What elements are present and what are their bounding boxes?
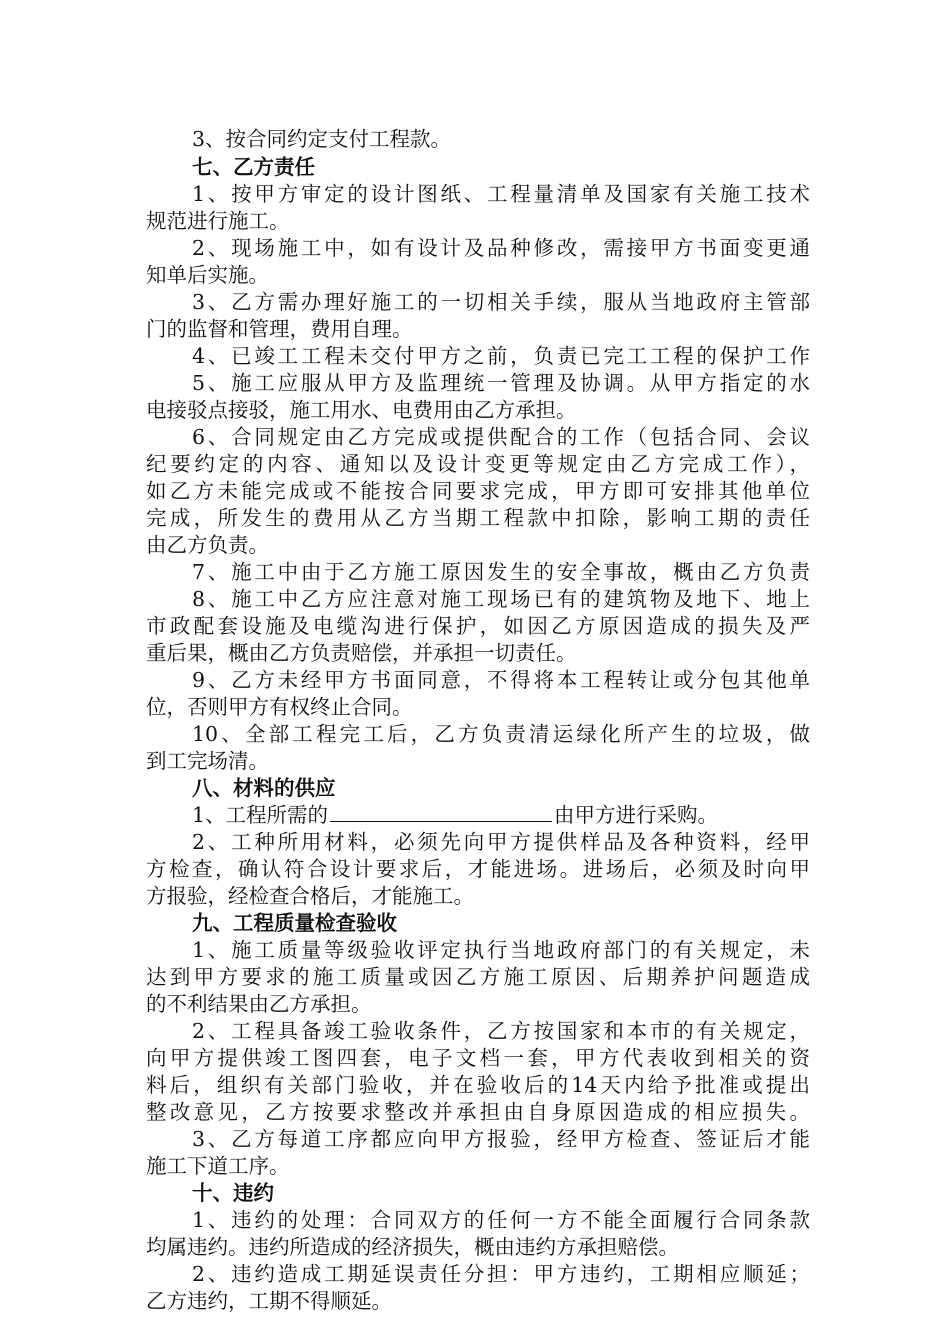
text-line: 2、现场施工中，如有设计及品种修改，需接甲方书面变更通 [192,236,810,260]
text-line: 门的监督和管理，费用自理。 [146,317,413,341]
text-line: 重后果，概由乙方负责赔偿，并承担一切责任。 [146,641,577,665]
text-line: 均属违约。违约所造成的经济损失，概由违约方承担赔偿。 [146,1235,679,1259]
text-line: 方报验，经检查合格后，才能施工。 [146,884,474,908]
text-line: 1、按甲方审定的设计图纸、工程量清单及国家有关施工技术 [192,182,810,206]
text-line: 2、违约造成工期延误责任分担：甲方违约，工期相应顺延； [192,1262,810,1286]
fill-in-blank [330,801,552,822]
text-line: 3、乙方需办理好施工的一切相关手续，服从当地政府主管部 [192,290,810,314]
section-heading: 八、材料的供应 [192,776,336,800]
section-heading: 十、违约 [192,1181,274,1205]
text-line: 完成，所发生的费用从乙方当期工程款中扣除，影响工期的责任 [146,506,810,530]
text-line: 方检查，确认符合设计要求后，才能进场。进场后，必须及时向甲 [146,857,810,881]
text-line: 1、施工质量等级验收评定执行当地政府部门的有关规定，未 [192,938,810,962]
text-line: 9、乙方未经甲方书面同意，不得将本工程转让或分包其他单 [192,668,810,692]
text-fragment: 由甲方进行采购。 [554,803,719,827]
text-line: 7、施工中由于乙方施工原因发生的安全事故，概由乙方负责 [192,560,810,584]
text-line: 知单后实施。 [146,263,269,287]
text-line: 1、违约的处理：合同双方的任何一方不能全面履行合同条款 [192,1208,810,1232]
text-line: 2、工程具备竣工验收条件，乙方按国家和本市的有关规定， [192,1019,810,1043]
text-line: 位，否则甲方有权终止合同。 [146,695,413,719]
text-line: 6、合同规定由乙方完成或提供配合的工作（包括合同、会议 [192,425,810,449]
section-heading: 七、乙方责任 [192,155,315,179]
text-line: 纪要约定的内容、通知以及设计变更等规定由乙方完成工作）， [146,452,810,476]
text-line: 向甲方提供竣工图四套，电子文档一套，甲方代表收到相关的资 [146,1046,810,1070]
text-line: 4、已竣工工程未交付甲方之前，负责已完工工程的保护工作 [192,344,810,368]
text-line: 市政配套设施及电缆沟进行保护，如因乙方原因造成的损失及严 [146,614,810,638]
text-line: 5、施工应服从甲方及监理统一管理及协调。从甲方指定的水 [192,371,810,395]
text-line: 10、全部工程完工后，乙方负责清运绿化所产生的垃圾，做 [192,722,810,746]
text-line: 如乙方未能完成或不能按合同要求完成，甲方即可安排其他单位 [146,479,810,503]
text-line: 3、按合同约定支付工程款。 [192,127,452,151]
text-line: 到工完场清。 [146,749,269,773]
text-fragment: 1、工程所需的 [192,803,329,827]
text-line: 由乙方负责。 [146,533,269,557]
section-heading: 九、工程质量检查验收 [192,911,397,935]
text-line: 乙方违约，工期不得顺延。 [146,1289,392,1313]
text-line: 料后，组织有关部门验收，并在验收后的14天内给予批准或提出 [146,1073,810,1097]
text-line: 2、工种所用材料，必须先向甲方提供样品及各种资料，经甲 [192,830,810,854]
text-line-with-blank [192,801,810,829]
text-line: 整改意见，乙方按要求整改并承担由自身原因造成的相应损失。 [146,1100,810,1124]
text-line: 施工下道工序。 [146,1154,290,1178]
text-line: 电接驳点接驳，施工用水、电费用由乙方承担。 [146,398,577,422]
text-line: 的不利结果由乙方承担。 [146,992,372,1016]
text-line: 达到甲方要求的施工质量或因乙方施工原因、后期养护问题造成 [146,965,810,989]
text-line: 规范进行施工。 [146,209,290,233]
text-line: 3、乙方每道工序都应向甲方报验，经甲方检查、签证后才能 [192,1127,810,1151]
text-line: 8、施工中乙方应注意对施工现场已有的建筑物及地下、地上 [192,587,810,611]
